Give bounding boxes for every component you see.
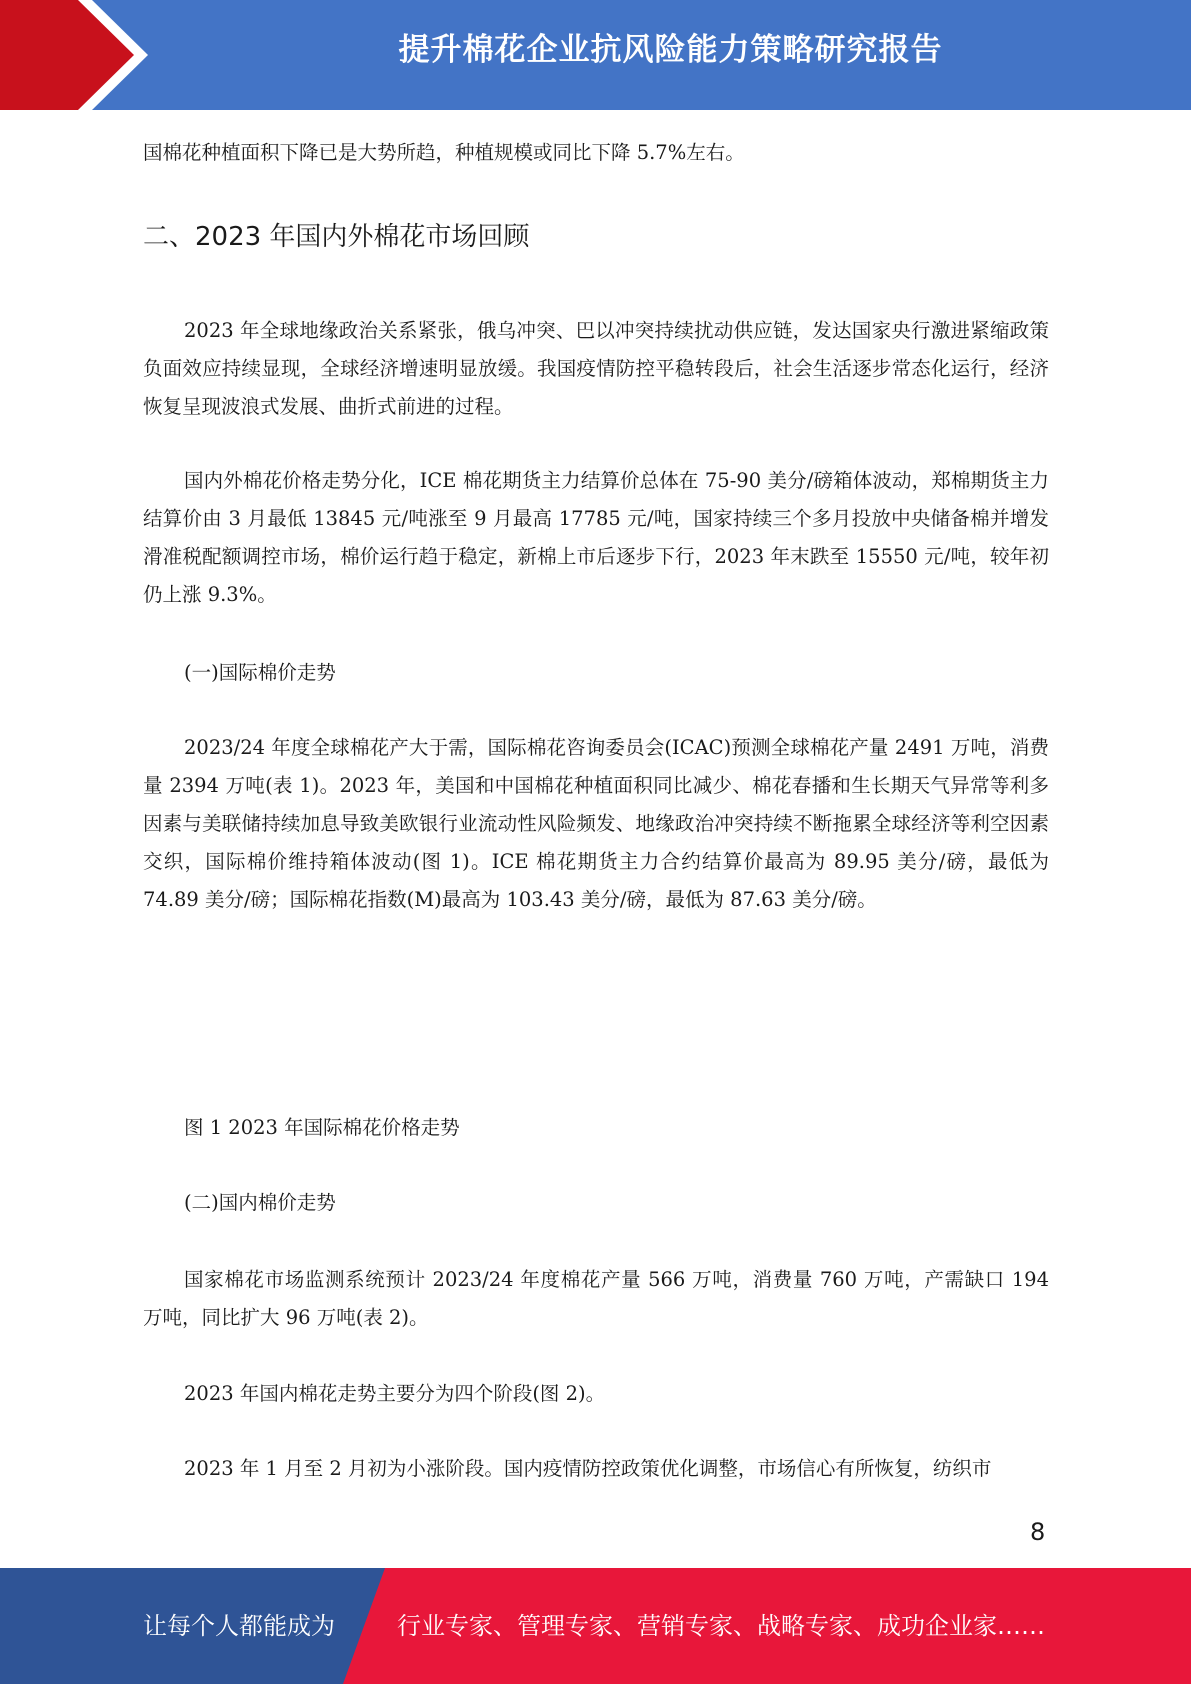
paragraph-2: 国内外棉花价格走势分化，ICE 棉花期货主力结算价总体在 75-90 美分/磅箱体波动，郑棉期货主力结算价由 3 月最低 13845 元/吨涨至 9 月最高 17785 元/吨，国家持续三个多月投放中央储备棉并增发滑准税配额调控市场，棉价运行趋于稳定，新棉上市后逐步下行，2023 年末跌至 15550 元/吨，较年初仍上涨 9.3%。 [143, 469, 1049, 606]
section-heading: 二、2023 年国内外棉花市场回顾 [143, 222, 530, 252]
page-header [0, 0, 1191, 110]
intro-line: 国棉花种植面积下降已是大势所趋，种植规模或同比下降 5.7%左右。 [143, 141, 745, 164]
subheading-domestic-price: (二)国内棉价走势 [184, 1191, 336, 1214]
subheading-international-price: (一)国际棉价走势 [184, 661, 336, 684]
figure-caption: 图 1 2023 年国际棉花价格走势 [184, 1116, 460, 1139]
paragraph-4: 国家棉花市场监测系统预计 2023/24 年度棉花产量 566 万吨，消费量 760 万吨，产需缺口 194 万吨，同比扩大 96 万吨(表 2)。 [143, 1268, 1049, 1329]
paragraph-5: 2023 年国内棉花走势主要分为四个阶段(图 2)。 [184, 1382, 606, 1405]
page-number: 8 [1030, 1518, 1046, 1546]
paragraph-1: 2023 年全球地缘政治关系紧张，俄乌冲突、巴以冲突持续扰动供应链，发达国家央行激进紧缩政策负面效应持续显现，全球经济增速明显放缓。我国疫情防控平稳转段后，社会生活逐步常态化运行，经济恢复呈现波浪式发展、曲折式前进的过程。 [143, 319, 1049, 418]
paragraph-6: 2023 年 1 月至 2 月初为小涨阶段。国内疫情防控政策优化调整，市场信心有所恢复，纺织市 [184, 1457, 992, 1480]
paragraph-3: 2023/24 年度全球棉花产大于需，国际棉花咨询委员会(ICAC)预测全球棉花产量 2491 万吨，消费量 2394 万吨(表 1)。2023 年，美国和中国棉花种植面积同比减少、棉花春播和生长期天气异常等利多因素与美联储持续加息导致美欧银行业流动性风险频发、地缘政治冲突持续不断拖累全球经济等利空因素交织，国际棉价维持箱体波动(图 1)。ICE 棉花期货主力合约结算价最高为 89.95 美分/磅，最低为 74.89 美分/磅；国际棉花指数(M)最高为 103.43 美分/磅，最低为 87.63 美分/磅。 [143, 736, 1049, 911]
footer-slogan-right: 行业专家、管理专家、营销专家、战略专家、成功企业家…… [397, 1612, 1045, 1640]
page-footer [0, 1568, 1191, 1684]
footer-slogan-left: 让每个人都能成为 [143, 1612, 335, 1640]
report-title: 提升棉花企业抗风险能力策略研究报告 [398, 32, 943, 68]
